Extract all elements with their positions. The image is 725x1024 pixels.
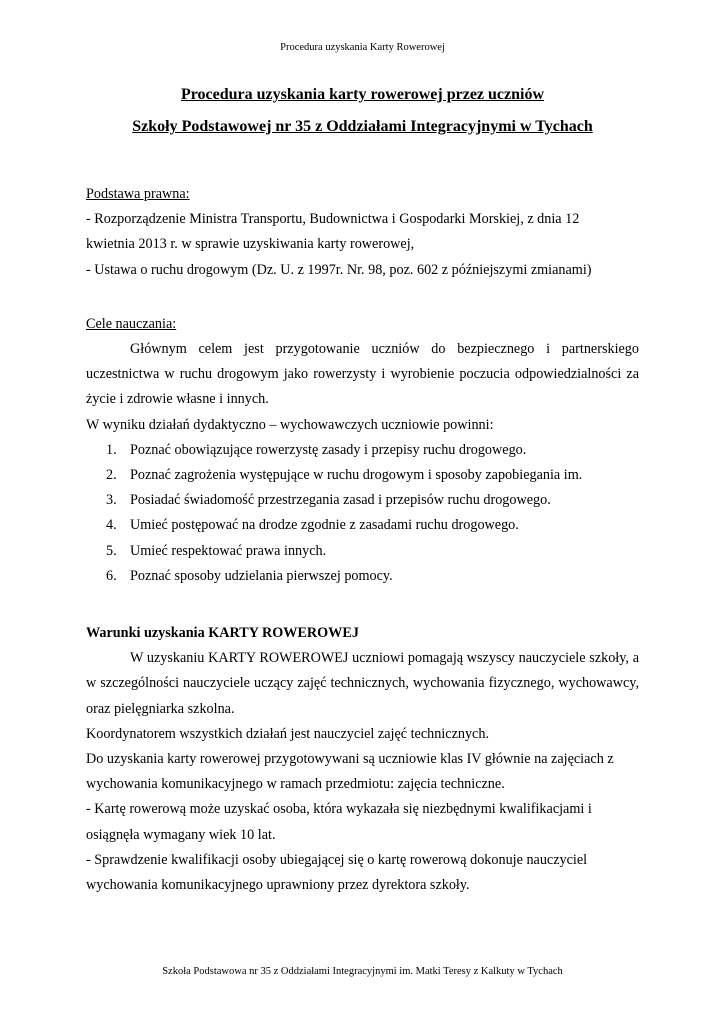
legal-basis-line: kwietnia 2013 r. w sprawie uzyskiwania karty rowerowej, <box>86 236 415 253</box>
conditions-paragraph: osiągnęła wymagany wiek 10 lat. <box>86 826 276 843</box>
conditions-paragraph: - Sprawdzenie kwalifikacji osoby ubiegającej się o kartę rowerową dokonuje nauczyciel <box>86 851 588 868</box>
document-body <box>86 182 639 898</box>
conditions-section <box>86 621 639 898</box>
goals-intro: W wyniku działań dydaktyczno – wychowawczych uczniowie powinni: <box>86 416 494 433</box>
page-header: Procedura uzyskania Karty Rowerowej <box>280 42 445 53</box>
list-item: 2. Poznać zagrożenia występujące w ruchu drogowym i sposoby zapobiegania im. <box>106 467 583 484</box>
goals-paragraph: Głównym celem jest przygotowanie uczniów do bezpiecznego i partnerskiego uczestnictwa w ruchu drogowym jako rowerzysty i wyrobienie poczucia odpowiedzialności za życie i zdrowie własne i innych. <box>86 341 639 408</box>
list-item: 3. Posiadać świadomość przestrzegania zasad i przepisów ruchu drogowego. <box>106 492 551 509</box>
conditions-paragraph: wychowania komunikacyjnego uprawniony przez dyrektora szkoły. <box>86 877 470 894</box>
list-item: 4. Umieć postępować na drodze zgodnie z zasadami ruchu drogowego. <box>106 517 519 534</box>
conditions-paragraph: W uzyskaniu KARTY ROWEROWEJ uczniowi pomagają wszyscy nauczyciele szkoły, a w szczególności nauczyciele uczący zajęć technicznych, wychowania fizycznego, wychowawcy, oraz pielęgniarka szkolna. <box>86 650 639 717</box>
list-item: 1. Poznać obowiązujące rowerzystę zasady i przepisy ruchu drogowego. <box>106 441 527 458</box>
goals-list <box>86 438 639 589</box>
goals-heading: Cele nauczania: <box>86 315 177 332</box>
legal-basis-heading: Podstawa prawna: <box>86 186 190 202</box>
list-item: 6. Poznać sposoby udzielania pierwszej pomocy. <box>106 567 393 584</box>
legal-basis-line: - Ustawa o ruchu drogowym (Dz. U. z 1997r. Nr. 98, poz. 602 z późniejszymi zmianami) <box>86 261 592 278</box>
conditions-paragraph: Koordynatorem wszystkich działań jest nauczyciel zajęć technicznych. <box>86 725 489 742</box>
legal-basis-section <box>86 182 639 283</box>
list-item: 5. Umieć respektować prawa innych. <box>106 542 327 559</box>
document-title-line2: Szkoły Podstawowej nr 35 z Oddziałami Integracyjnymi w Tychach <box>132 118 593 135</box>
conditions-paragraph: Do uzyskania karty rowerowej przygotowywani są uczniowie klas IV głównie na zajęciach z <box>86 751 614 768</box>
conditions-heading: Warunki uzyskania KARTY ROWEROWEJ <box>86 625 359 642</box>
conditions-paragraph: - Kartę rowerową może uzyskać osoba, która wykazała się niezbędnymi kwalifikacjami i <box>86 801 592 818</box>
goals-section <box>86 312 639 589</box>
document-title-line1: Procedura uzyskania karty rowerowej przez uczniów <box>180 86 545 103</box>
legal-basis-line: - Rozporządzenie Ministra Transportu, Budownictwa i Gospodarki Morskiej, z dnia 12 <box>86 211 580 228</box>
conditions-paragraph: wychowania komunikacyjnego w ramach przedmiotu: zajęcia techniczne. <box>86 776 505 793</box>
page-footer: Szkoła Podstawowa nr 35 z Oddziałami Integracyjnymi im. Matki Teresy z Kalkuty w Tychach <box>162 966 563 977</box>
